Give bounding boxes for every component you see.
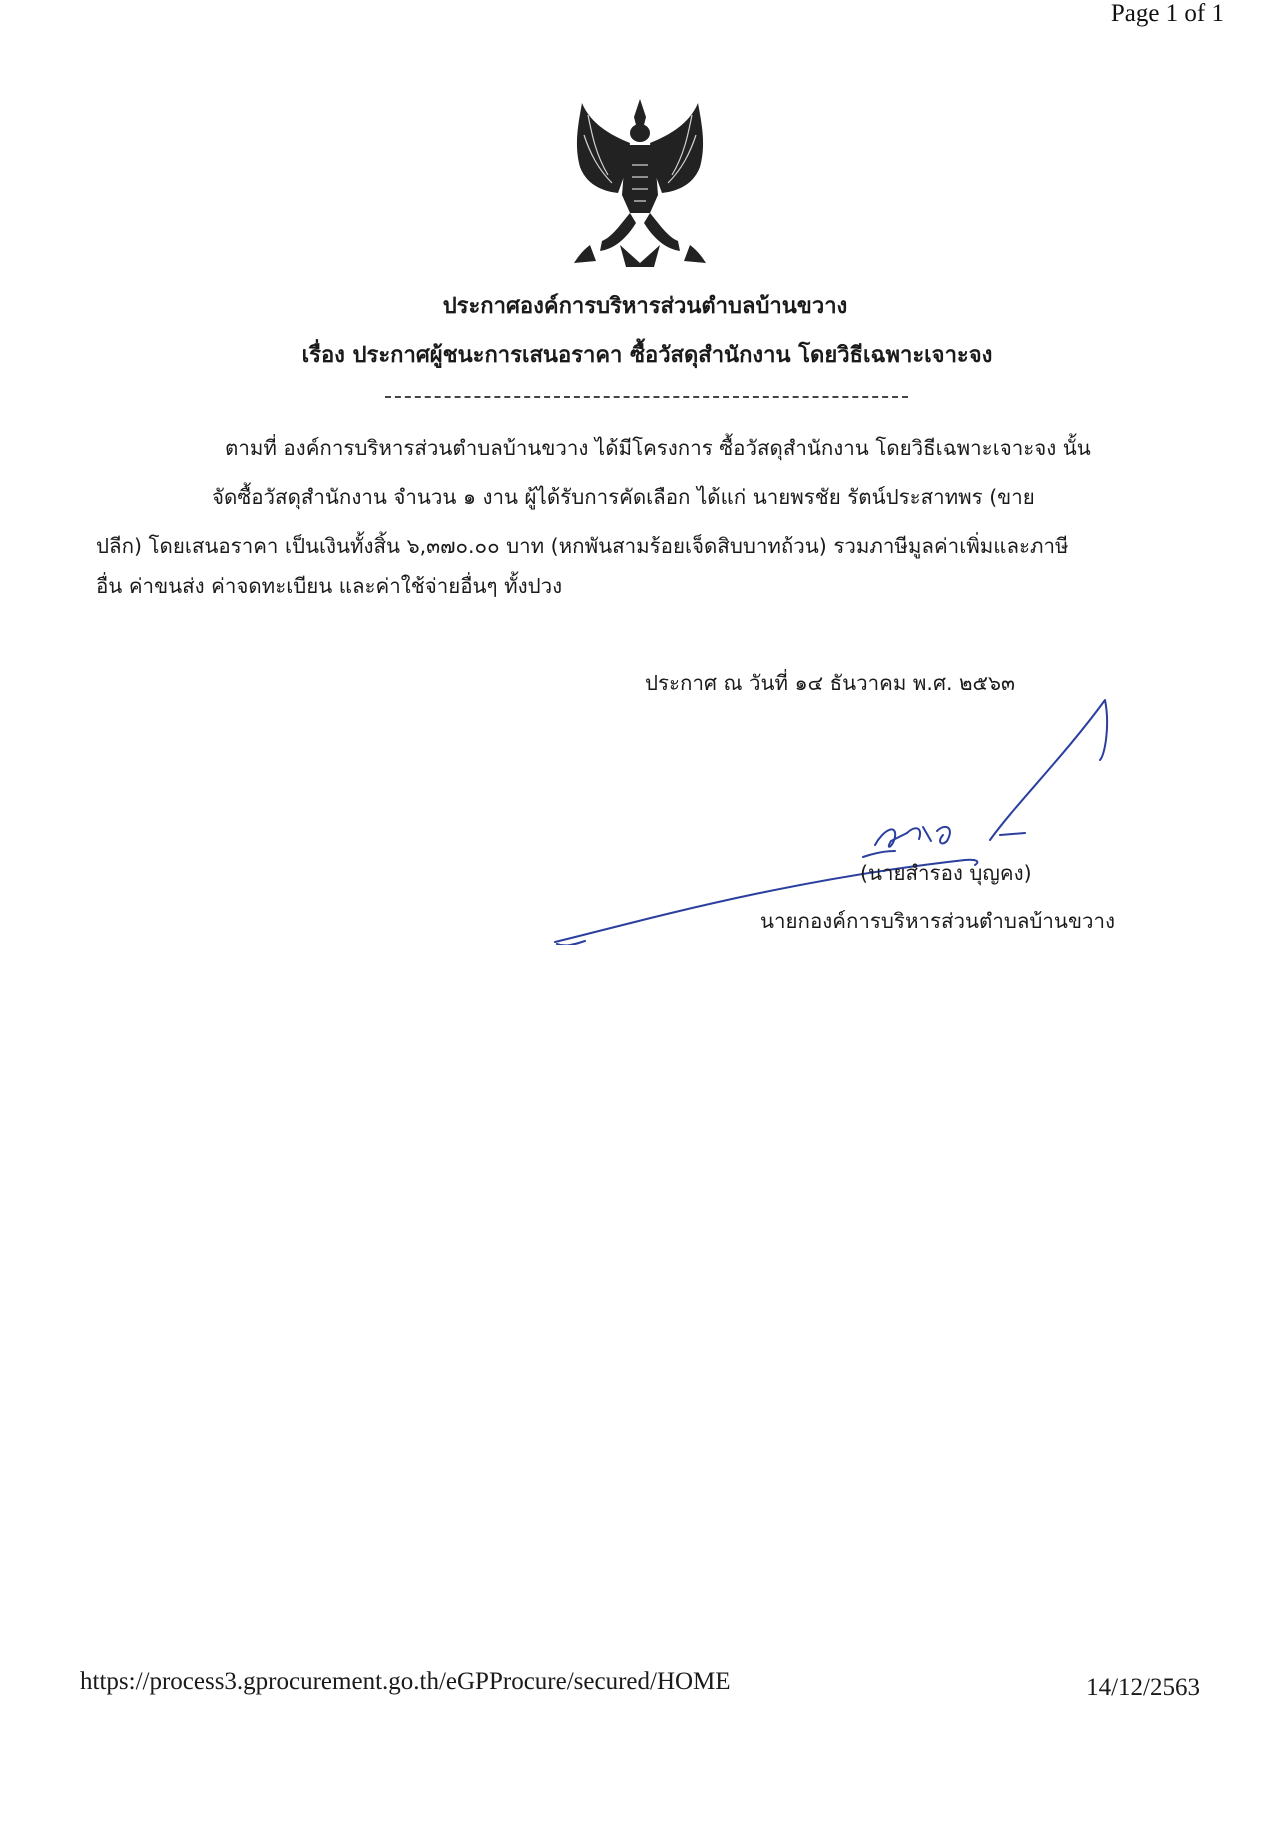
body-line-3: ปลีก) โดยเสนอราคา เป็นเงินทั้งสิ้น ๖,๓๗๐.๐๐ บาท (หกพันสามร้อยเจ็ดสิบบาทถ้วน) รวมภาษีมูลค่าเพิ่มและภาษี — [96, 534, 1069, 558]
announcement-subject: เรื่อง ประกาศผู้ชนะการเสนอราคา ซื้อวัสดุสำนักงาน โดยวิธีเฉพาะเจาะจง — [301, 343, 993, 368]
page-indicator: Page 1 of 1 — [1110, 0, 1224, 27]
signer-name: (นายสำรอง บุญคง) — [860, 861, 1032, 885]
body-line-2: จัดซื้อวัสดุสำนักงาน จำนวน ๑ งาน ผู้ได้รับการคัดเลือก ได้แก่ นายพรชัย รัตน์ประสาทพร (ขาย — [212, 485, 1035, 509]
garuda-emblem-icon — [560, 95, 720, 270]
signer-position: นายกองค์การบริหารส่วนตำบลบ้านขวาง — [760, 909, 1115, 933]
announcement-title: ประกาศองค์การบริหารส่วนตำบลบ้านขวาง — [442, 294, 848, 319]
title-divider — [385, 396, 908, 398]
footer-url: https://process3.gprocurement.go.th/eGPProcure/secured/HOME — [80, 1668, 731, 1695]
footer-date: 14/12/2563 — [1086, 1674, 1200, 1701]
announce-date: ประกาศ ณ วันที่ ๑๔ ธันวาคม พ.ศ. ๒๕๖๓ — [645, 671, 1016, 695]
body-line-4: อื่น ค่าขนส่ง ค่าจดทะเบียน และค่าใช้จ่ายอื่นๆ ทั้งปวง — [96, 574, 563, 598]
body-line-1: ตามที่ องค์การบริหารส่วนตำบลบ้านขวาง ได้มีโครงการ ซื้อวัสดุสำนักงาน โดยวิธีเฉพาะเจาะจง นั้น — [225, 436, 1091, 460]
